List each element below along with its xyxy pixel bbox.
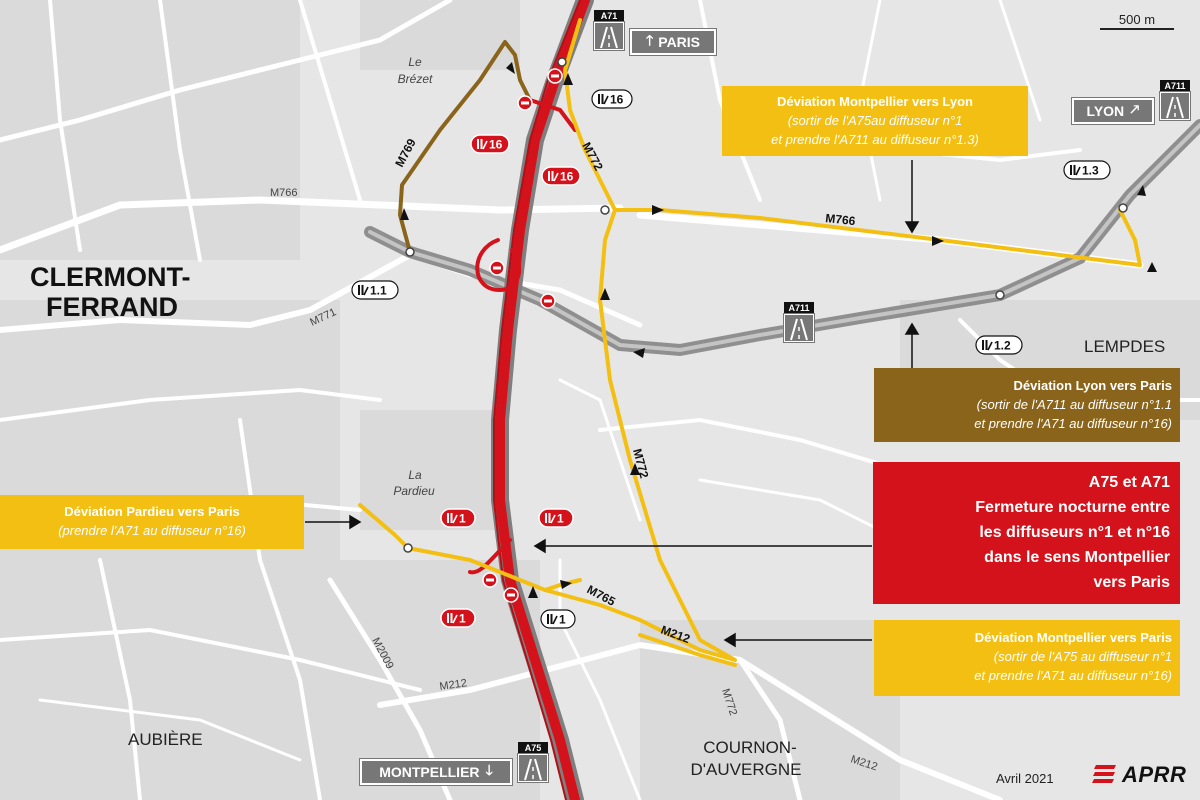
no-entry-icon: [504, 588, 518, 602]
road-label-m771: M771: [308, 306, 339, 329]
road-label-m772: M772: [719, 687, 740, 718]
svg-text:1.2: 1.2: [994, 338, 1011, 353]
place-clermont: CLERMONT-: [30, 262, 191, 292]
svg-text:1.3: 1.3: [1082, 163, 1099, 178]
aprr-logo: [1092, 762, 1186, 788]
road-label-m772: M772: [579, 139, 606, 173]
no-entry-icon: [490, 261, 504, 275]
a71-autoroute-sign: A71: [594, 10, 624, 50]
arrow-down-icon: 🡓: [485, 762, 493, 778]
place-cournon: COURNON-: [703, 738, 797, 757]
closure-line: dans le sens Montpellier: [984, 549, 1170, 566]
svg-text:1: 1: [459, 511, 466, 526]
deviation-lyon-paris-box: [874, 368, 1180, 442]
road-label-m765: M765: [584, 582, 618, 609]
svg-text:1.1: 1.1: [370, 283, 387, 298]
brand-name: APRR: [1122, 762, 1187, 787]
box-title: Déviation Montpellier vers Paris: [974, 630, 1172, 645]
box-line: et prendre l'A71 au diffuseur n°16): [974, 668, 1172, 683]
svg-text:1: 1: [559, 612, 566, 627]
place-ferrand: FERRAND: [46, 292, 178, 322]
montpellier-direction-sign: MONTPELLIER 🡓: [360, 759, 512, 785]
box-line: (sortir de l'A75au diffuseur n°1: [787, 113, 963, 128]
deviation-pardieu-paris-box: [0, 495, 304, 549]
box-line: (sortir de l'A711 au diffuseur n°1.1: [976, 397, 1172, 412]
exit-tag-1-2: [976, 336, 1022, 354]
no-entry-icon: [541, 294, 555, 308]
closure-line: Fermeture nocturne entre: [975, 499, 1170, 516]
place-aubiere: AUBIÈRE: [128, 730, 203, 749]
exit-tag-1: [541, 610, 575, 628]
svg-text:16: 16: [610, 92, 624, 107]
place-brezet: Brézet: [397, 72, 433, 86]
scale-bar: [1100, 12, 1174, 30]
closed-exit-tag-1: [441, 609, 475, 627]
lyon-direction-sign: LYON 🡕: [1072, 98, 1154, 124]
a75-autoroute-sign: A75: [518, 742, 548, 782]
closure-line: les diffuseurs n°1 et n°16: [979, 524, 1170, 541]
place-pardieu: Pardieu: [393, 484, 435, 498]
no-entry-icon: [548, 69, 562, 83]
closed-exit-tag-1: [441, 509, 475, 527]
autoroute-icon: [785, 315, 813, 341]
closure-line: vers Paris: [1093, 574, 1170, 591]
road-label-m212: M212: [438, 677, 468, 693]
aprr-logo-icon: [1092, 763, 1118, 787]
deviation-montpellier-paris-box: [874, 620, 1180, 696]
road-label-m769: M769: [392, 136, 419, 170]
place-la: La: [408, 468, 422, 482]
closure-title: A75 et A71: [1088, 474, 1170, 491]
map-date: Avril 2021: [996, 771, 1054, 786]
place-d-auvergne: D'AUVERGNE: [690, 760, 802, 779]
svg-text:16: 16: [560, 169, 574, 184]
exit-tag-16: [592, 90, 632, 108]
closed-exit-tag-1: [539, 509, 573, 527]
exit-tag-1-3: [1064, 161, 1110, 179]
arrow-up-icon: 🡑: [645, 32, 654, 48]
box-title: Déviation Lyon vers Paris: [1013, 378, 1172, 393]
box-line: (sortir de l'A75 au diffuseur n°1: [993, 649, 1172, 664]
road-label-m2009: M2009: [369, 635, 396, 672]
autoroute-icon: [595, 23, 623, 49]
closure-info-box: [873, 462, 1180, 604]
a711-autoroute-sign: A711: [784, 302, 814, 342]
place-le: Le: [408, 55, 422, 69]
box-title: Déviation Pardieu vers Paris: [64, 504, 240, 519]
box-title: Déviation Montpellier vers Lyon: [776, 94, 973, 109]
box-line: (prendre l'A71 au diffuseur n°16): [58, 523, 246, 538]
autoroute-icon: [519, 755, 547, 781]
box-line: et prendre l'A71 au diffuseur n°16): [974, 416, 1172, 431]
paris-direction-sign: 🡑 PARIS: [630, 29, 716, 55]
deviation-montpellier-lyon-box: [722, 86, 1028, 156]
road-label-m766: M766: [270, 187, 298, 199]
closed-exit-tag-16: [471, 135, 509, 153]
closed-exit-tag-16: [542, 167, 580, 185]
arrow-up-right-icon: 🡕: [1130, 101, 1140, 117]
road-label-m212: M212: [658, 622, 692, 647]
autoroute-icon: [1161, 93, 1189, 119]
svg-text:1: 1: [557, 511, 564, 526]
no-entry-icon: [518, 96, 532, 110]
exit-tag-1-1: [352, 281, 398, 299]
place-lempdes: LEMPDES: [1084, 337, 1166, 356]
a711-autoroute-sign: A711: [1160, 80, 1190, 120]
svg-text:1: 1: [459, 611, 466, 626]
road-label-m766: M766: [824, 211, 857, 229]
road-label-m212: M212: [849, 753, 879, 774]
road-label-m772: M772: [630, 447, 652, 480]
no-entry-icon: [483, 573, 497, 587]
svg-text:16: 16: [489, 137, 503, 152]
scale-label: 500 m: [1118, 12, 1156, 27]
box-line: et prendre l'A711 au diffuseur n°1.3): [771, 132, 979, 147]
